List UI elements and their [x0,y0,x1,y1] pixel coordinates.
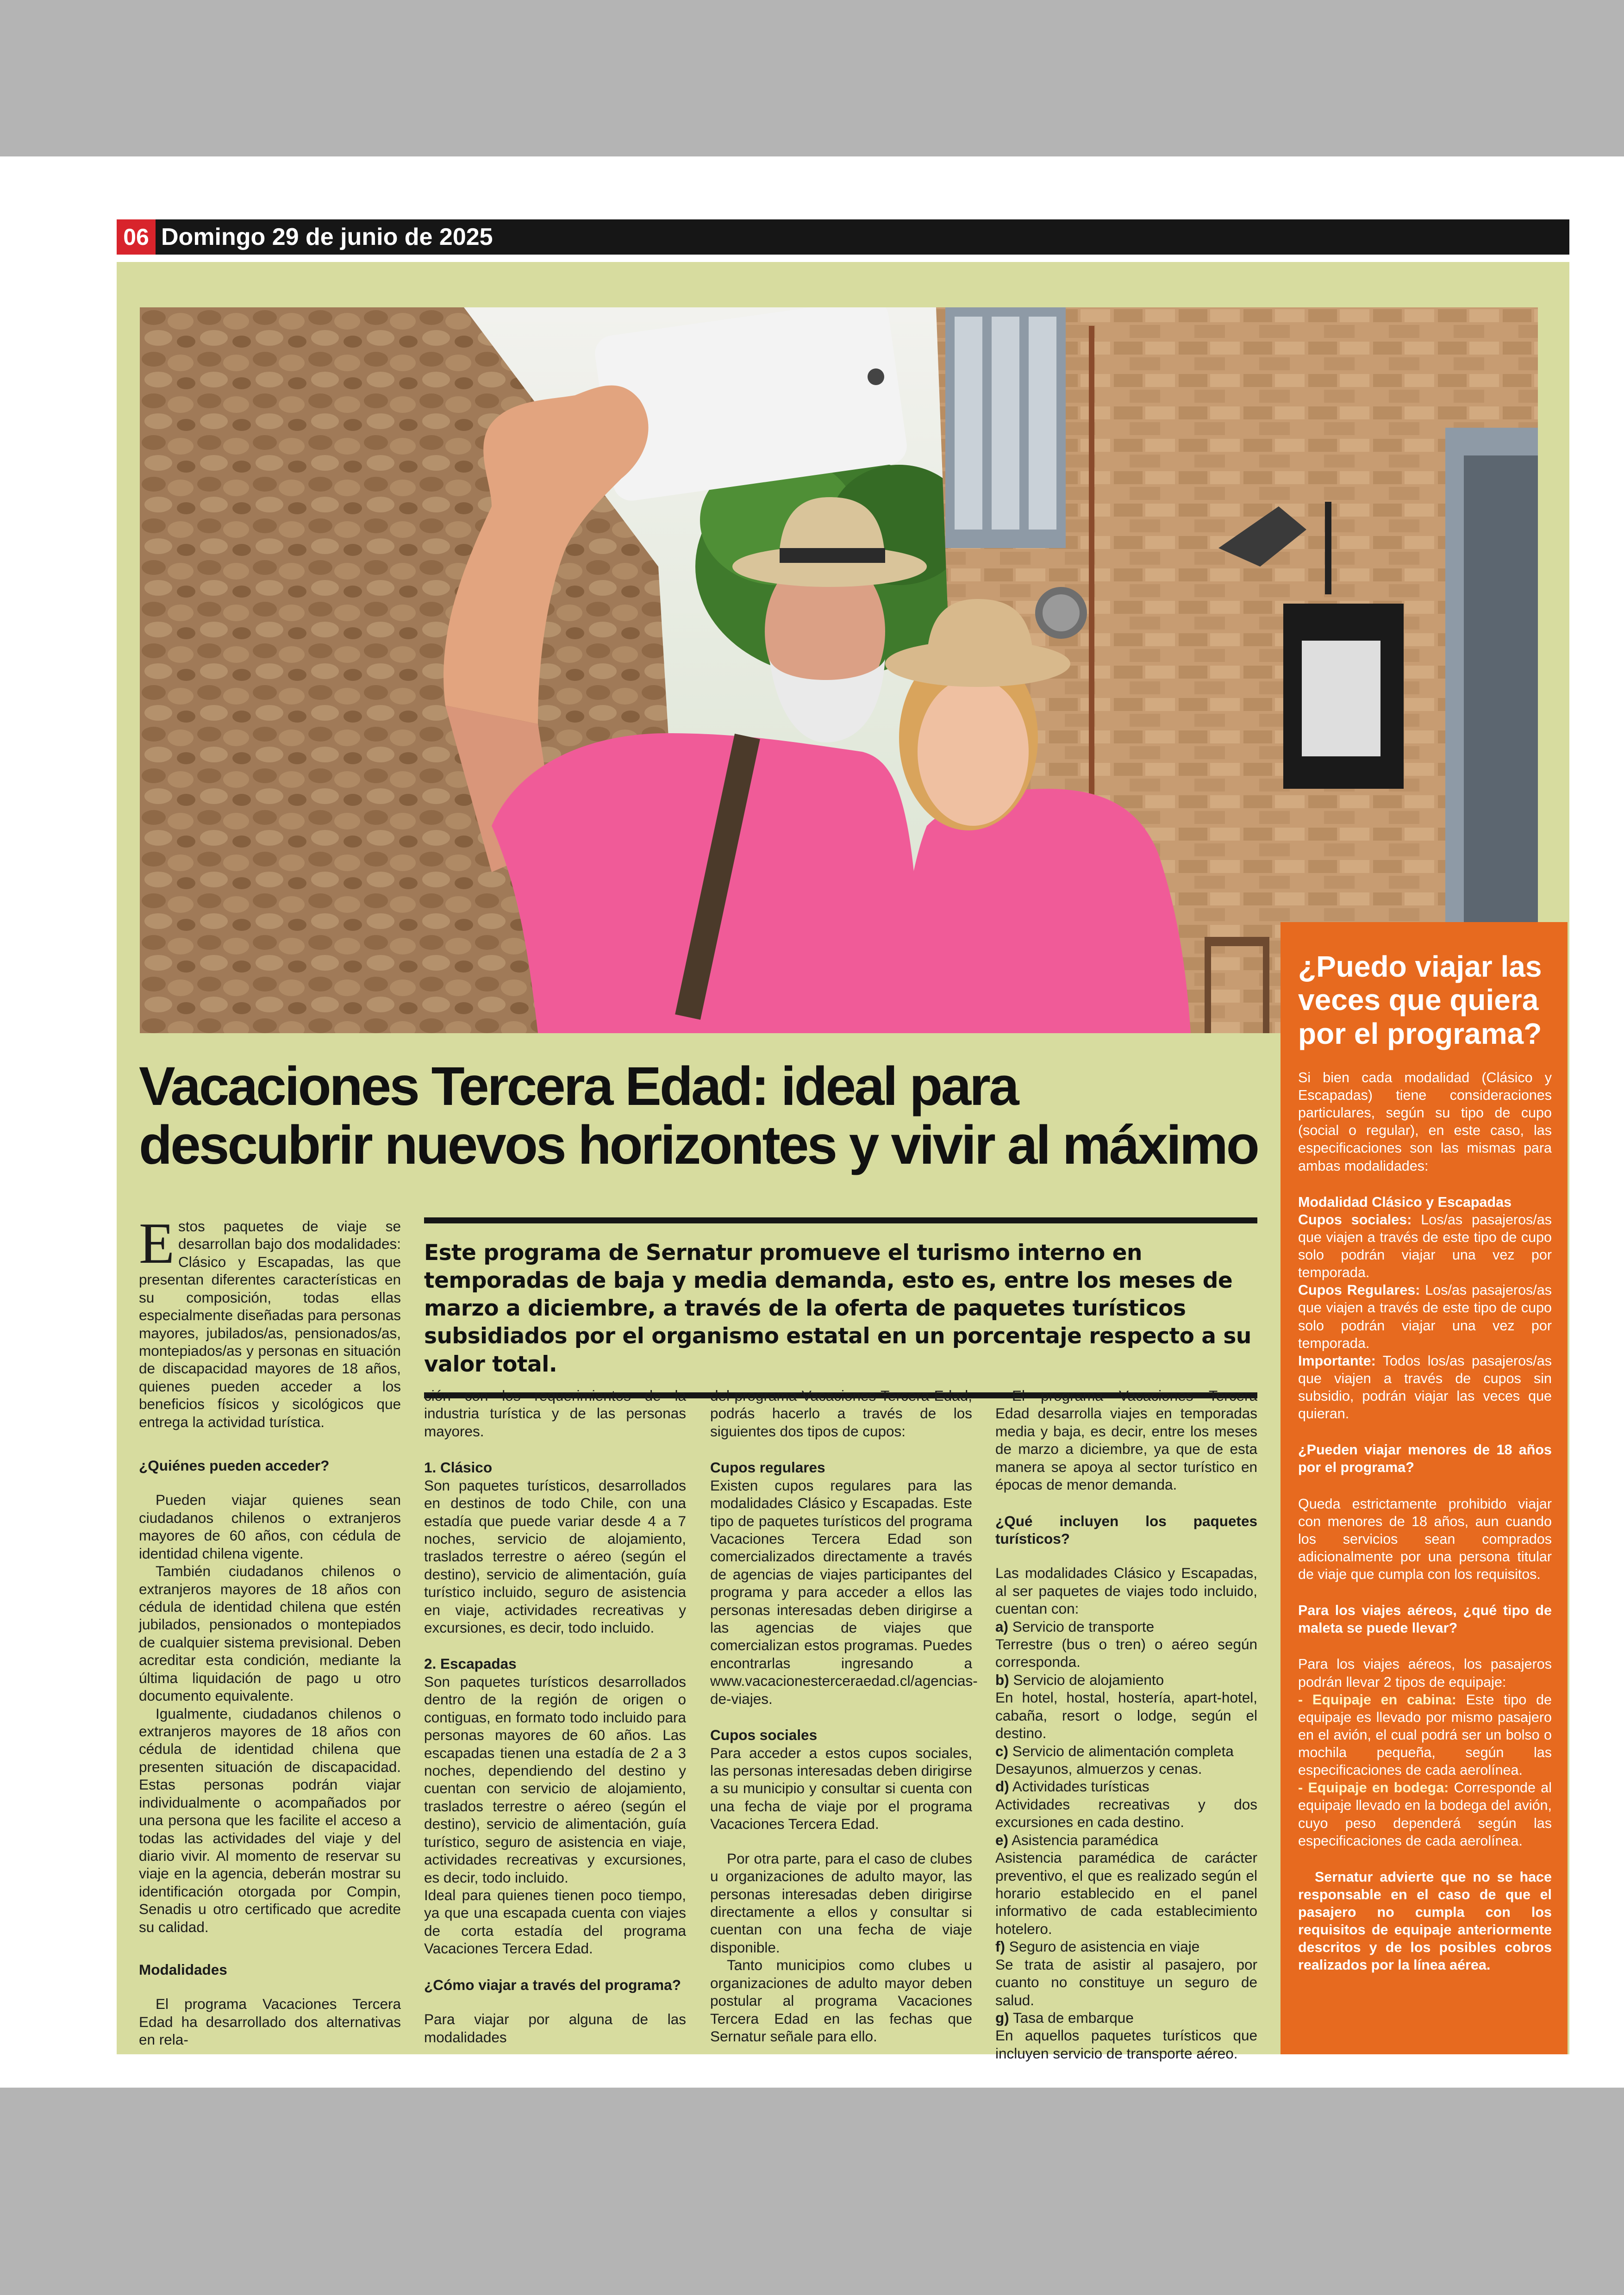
sidebar-paragraph: Sernatur advierte que no se hace responsable en el caso de que el pasajero no cumpla con los requisitos de equipaje anteriormente descritos y de los posibles cobros realizados por la línea aérea. [1298,1869,1552,1973]
section-heading: 1. Clásico [424,1459,493,1476]
service-item-name: Seguro de asistencia en viaje [1009,1938,1200,1955]
service-item-title [995,1777,1257,1795]
sidebar-keyword: Cupos Regulares: [1298,1282,1420,1298]
article-headline [139,1057,1268,1175]
sidebar-keyword: - Equipaje en bodega: [1298,1780,1449,1796]
service-item-letter: b) [995,1671,1009,1688]
section-heading: 2. Escapadas [424,1655,517,1672]
service-item-title [995,1671,1257,1689]
sidebar-intro: Si bien cada modalidad (Clásico y Escapadas) tiene consideraciones particulares, según su tipo de cupo (social o regular), en este caso, las especificaciones son las mismas para ambas modalidades: [1298,1069,1552,1174]
sidebar-subheading: Para los viajes aéreos, ¿qué tipo de maleta se puede llevar? [1298,1603,1552,1636]
section-heading: ¿Qué incluyen los paquetes turísticos? [995,1512,1257,1547]
body-paragraph: Tanto municipios como clubes u organizaciones de adulto mayor deben postular al programa Vacaciones Tercera Edad en las fechas que Sernatur señale para ello. [710,1957,972,2045]
body-paragraph: Son paquetes turísticos, desarrollados en destinos de todo Chile, con una estadía que puede variar desde 4 a 7 noches, servicio de alojamiento, traslados terrestre o aéreo (según el destino), servicio de alimentación, guía turístico incluido, seguro de asistencia en viaje, actividades recreativas y excursiones, es decir, todo incluido. [424,1477,686,1636]
sidebar-keyword: Cupos sociales: [1298,1211,1412,1228]
body-paragraph: Son paquetes turísticos desarrollados dentro de la región de origen o contiguas, en formato todo incluido para personas mayores de 60 años. Las escapadas tienen una estadía de 2 a 3 noches, dependiendo del destino y cuentan con servicio de alojamiento, traslados terrestre o aéreo (según el destino), servicio de alimentación, guía turístico, seguro de asistencia en viaje, actividades recreativas y excursiones, es decir, todo incluido. [424,1673,686,1886]
service-item-letter: f) [995,1938,1005,1955]
body-paragraph: También ciudadanos chilenos o extranjeros mayores de 18 años con cédula de identidad chilena que estén jubilados, pensionados o montepiados de cualquier sistema previsional. Deben acreditar esta condición, mediante la última liquidación de pago u otro documento equivalente. [139,1563,401,1704]
drop-cap: E [139,1211,175,1276]
body-paragraph: Las modalidades Clásico y Escapadas, al ser paquetes de viajes todo incluido, cuentan con: [995,1565,1257,1617]
section-heading: Cupos sociales [710,1727,818,1744]
service-item-title [995,1831,1257,1849]
service-item-letter: g) [995,2009,1009,2026]
sidebar-keyword: Importante: [1298,1353,1376,1369]
service-item-description: Asistencia paramédica de carácter preventivo, el que es realizado según el horario establecido en el panel informativo de cada establecimiento hotelero. [995,1849,1257,1937]
body-paragraph: Para acceder a estos cupos sociales, las personas interesadas deben dirigirse a su municipio y consultar si cuenta con una fecha de viaje por el programa Vacaciones Tercera Edad. [710,1744,972,1833]
sidebar-paragraph: Queda estrictamente prohibido viajar con menores de 18 años, aun cuando los servicios sean comprados adicionalmente por una persona titular de viaje que cumpla con los requisitos. [1298,1496,1552,1583]
headline-line: descubrir nuevos horizontes y vivir al máximo [139,1115,1258,1176]
body-paragraph: del programa Vacaciones Tercera Edad, podrás hacerlo a través de los siguientes dos tipos de cupos: [710,1387,972,1440]
intro-text: stos paquetes de viaje se desarrollan bajo dos modalidades: Clásico y Escapadas, las que presentan diferentes características en su composición, todas ellas especialmente diseñadas para personas mayores, jubilados/as, pensionados/as, montepiados/as y personas en situación de discapacidad mayores de 18 años, quienes pueden acceder a los beneficios físicos y sicológicos que entrega la actividad turística. [139,1218,401,1430]
service-item-title [995,1618,1257,1635]
service-item-name: Asistencia paramédica [1012,1831,1158,1848]
service-item-name: Servicio de alimentación completa [1012,1742,1234,1759]
service-item-description: Se trata de asistir al pasajero, por cuanto no constituye un seguro de salud. [995,1956,1257,2008]
service-item-description: En aquellos paquetes turísticos que incluyen servicio de transporte aéreo. [995,2027,1257,2062]
sidebar-item [1298,1352,1552,1423]
service-item-description: Desayunos, almuerzos y cenas. [995,1760,1202,1777]
sidebar-keyword: - Equipaje en cabina: [1298,1691,1456,1708]
body-paragraph: Ideal para quienes tienen poco tiempo, ya que una escapada cuenta con viajes de corta estadía del programa Vacaciones Tercera Edad. [424,1886,686,1957]
services-list [995,1618,1257,2063]
column-2 [424,1387,686,2046]
body-paragraph: Pueden viajar quienes sean ciudadanos chilenos o extranjeros mayores de 60 años, con cédula de identidad chilena vigente. [139,1491,401,1562]
service-item-description: En hotel, hostal, hostería, apart-hotel, cabaña, resort o lodge, según el destino. [995,1689,1257,1742]
body-paragraph: Igualmente, ciudadanos chilenos o extranjeros mayores de 18 años con cédula de identidad chilena que presenten situación de discapacidad. Estas personas podrán viajar individualmente o acompañados por una persona que les facilite el acceso a todas las actividades del viaje y del diario vivir. Al momento de reservar su viaje en la agencia, deberán mostrar su identificación otorgada por Compin, Senadis u otro certificado que acredite su calidad. [139,1705,401,1935]
sidebar-item [1298,1211,1552,1282]
intro-paragraph [139,1211,401,1431]
body-paragraph: ción con los requerimientos de la industria turística y de las personas mayores. [424,1387,686,1440]
sidebar-text: Todos los/as pasajeros/as que viajen a través de cupos sin subsidio, podrán viajar las veces que quieran. [1298,1353,1552,1422]
sidebar-box [1280,922,1568,2054]
service-item-name: Actividades turísticas [1012,1778,1149,1795]
body-paragraph: El programa Vacaciones Tercera Edad ha desarrollado dos alternativas en rela- [139,1996,401,2048]
column-4 [995,1387,1257,2062]
lead-box [424,1217,1257,1398]
sidebar-text: Este tipo de equipaje es llevado por mismo pasajero en el avión, el cual podrá ser un bolso o mochila pequeña, según las especificaciones de cada aerolínea. [1298,1691,1552,1778]
body-paragraph: Existen cupos regulares para las modalidades Clásico y Escapadas. Este tipo de paquetes turísticos del programa Vacaciones Tercera Edad son comercializados directamente a través de agencias de viajes participantes del programa y para acceder a ellos las personas interesadas deben dirigirse a las agencias de viajes que comercializan estos programas. Puedes encontrarlas ingresando a www.vacacionesterceraedad.cl/agencias-de-viajes. [710,1477,978,1707]
sidebar-item [1298,1779,1552,1850]
headline-line: Vacaciones Tercera Edad: ideal para [139,1056,1018,1117]
sidebar-subheading: ¿Pueden viajar menores de 18 años por el programa? [1298,1442,1552,1476]
lead-paragraph: Este programa de Sernatur promueve el turismo interno en temporadas de baja y media demanda, esto es, entre los meses de marzo a diciembre, a través de la oferta de paquetes turísticos subsidiados por el organismo estatal en un porcentaje respecto a su valor total. [424,1240,1251,1377]
sidebar-text: Los/as pasajeros/as que viajen a través de este tipo de cupo solo podrán viajar una vez por temporada. [1298,1211,1552,1281]
section-heading: ¿Cómo viajar a través del programa? [424,1976,681,1993]
sidebar-subheading: Modalidad Clásico y Escapadas [1298,1194,1512,1210]
page-number: 06 [117,219,156,255]
service-item-description: Actividades recreativas y dos excursiones en cada destino. [995,1796,1257,1831]
column-3 [710,1387,978,2045]
service-item-title [995,1938,1257,1955]
service-item-description: Terrestre (bus o tren) o aéreo según corresponda. [995,1636,1257,1671]
page-header [117,219,1569,255]
service-item-letter: a) [995,1618,1009,1635]
service-item-name: Tasa de embarque [1012,2009,1134,2026]
sidebar-title: ¿Puedo viajar las veces que quiera por el programa? [1298,950,1542,1050]
lead-rule-top [424,1217,1257,1223]
section-heading: Modalidades [139,1961,227,1978]
service-item-letter: c) [995,1742,1009,1759]
column-1 [139,1211,401,2049]
service-item-name: Servicio de alojamiento [1013,1671,1164,1688]
sidebar-text: Los/as pasajeros/as que viajen a través de este tipo de cupo solo podrán viajar una vez por temporada. [1298,1282,1552,1351]
section-heading: Cupos regulares [710,1459,825,1476]
service-item-title [995,2009,1257,2027]
body-paragraph: El programa Vacaciones Tercera Edad desarrolla viajes en temporadas media y baja, es decir, entre los meses de marzo a diciembre, ya que de esta manera se apoya al sector turístico en épocas de menor demanda. [995,1387,1257,1493]
publication-date: Domingo 29 de junio de 2025 [161,224,493,250]
sidebar-item [1298,1691,1552,1779]
body-paragraph: Para viajar por alguna de las modalidades [424,2011,686,2046]
service-item-letter: e) [995,1831,1009,1848]
service-item-letter: d) [995,1778,1009,1795]
sidebar-item [1298,1281,1552,1352]
sidebar-paragraph: Para los viajes aéreos, los pasajeros podrán llevar 2 tipos de equipaje: [1298,1656,1552,1690]
sidebar-text: Corresponde al equipaje llevado en la bodega del avión, cuyo peso dependerá según las especificaciones de cada aerolínea. [1298,1780,1552,1849]
section-heading: ¿Quiénes pueden acceder? [139,1457,330,1474]
service-item-title [995,1742,1257,1760]
body-paragraph: Por otra parte, para el caso de clubes u organizaciones de adulto mayor, las personas interesadas deben dirigirse directamente a ellos y consultar si cuentan con una fecha de viaje disponible. [710,1850,972,1956]
service-item-name: Servicio de transporte [1012,1618,1155,1635]
